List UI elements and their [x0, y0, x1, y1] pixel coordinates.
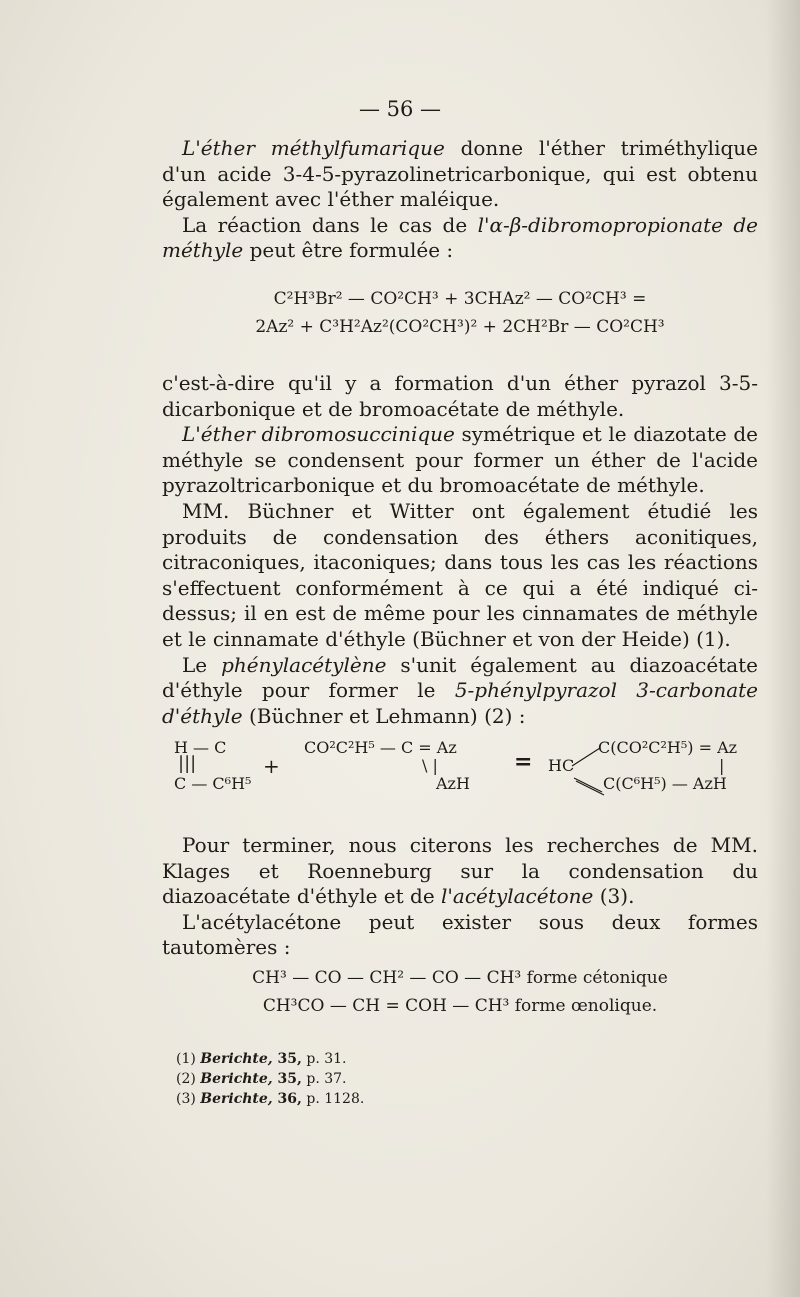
paragraph-pyrazol: c'est-à-dire qu'il y a formation d'un éther pyrazol 3-5-dicarbonique et de bromoacétate de méthyle. — [162, 371, 758, 421]
term-phenylacetylene: phénylacétylène — [221, 652, 387, 677]
product-top: C(CO²C²H⁵) = Az — [598, 738, 738, 757]
term-ether-dibromosuccinique: L'éther dibromosuccinique — [182, 422, 455, 447]
equals-sign: = — [514, 749, 533, 775]
diazo-bottom: AzH — [436, 774, 470, 793]
closing-text — [162, 833, 758, 961]
formula-line: CH³CO — CH = COH — CH³ forme œnolique. — [262, 996, 658, 1016]
formula-line: 2Az² + C³H²Az²(CO²CH³)² + 2CH²Br — CO²CH³ — [255, 317, 665, 337]
formula-acetylacetone — [162, 964, 758, 1020]
footnote: (3) Berichte, 36, p. 1128. — [176, 1091, 365, 1107]
footnote: (2) Berichte, 35, p. 37. — [176, 1071, 347, 1087]
formula-line: CH³ — CO — CH² — CO — CH³ forme cétonique — [252, 968, 668, 988]
product-hc: HC — [548, 756, 575, 775]
footnote: (1) Berichte, 35, p. 31. — [176, 1051, 347, 1067]
term-acetylacetone: l'acétylacétone — [441, 884, 594, 909]
paragraph-klages: Pour terminer, nous citerons les recherches de MM. Klages et Roenneburg sur la condensation du diazoacétate d'éthyle et de l'acétylacétone (3). — [162, 833, 758, 909]
diazo-bonds: \ | — [422, 756, 438, 775]
paragraph-methylfumarique: L'éther méthylfumarique donne l'éther triméthylique d'un acide 3-4-5-pyrazolinetricarbonique, qui est obtenu également avec l'éther maléique. — [162, 136, 758, 212]
product-bottom: C(C⁶H⁵) — AzH — [603, 774, 727, 793]
paragraph-tautomeres: L'acétylacétone peut exister sous deux formes tautomères : — [162, 909, 758, 960]
diazo-top: CO²C²H⁵ — C = Az — [304, 738, 457, 757]
paragraph-dibromopropionate: La réaction dans le cas de l'α-β-dibromopropionate de méthyle peut être formulée : — [162, 212, 759, 263]
alkyne-top: H — C — [174, 738, 227, 757]
formula-line: C²H³Br² — CO²CH³ + 3CHAz² — CO²CH³ = — [273, 289, 647, 309]
intro-text — [162, 136, 758, 264]
term-dibromopropionate: l'α-β-dibromopropionate de méthyle — [162, 212, 759, 263]
paragraph-dibromosuccinique: L'éther dibromosuccinique symétrique et le diazotate de méthyle se condensent pour former un éther de l'acide pyrazoltricarbonique et du bromoacétate de méthyle. — [162, 422, 758, 498]
plus-sign: + — [263, 754, 280, 778]
triple-bond: ||| — [178, 753, 197, 774]
product-ring-bond: | — [719, 756, 725, 775]
formula-dibromopropionate — [162, 285, 758, 341]
paragraph-buchner-witter: MM. Büchner et Witter ont également étudié les produits de condensation des éthers aconitiques, citraconiques, itaconiques; dans tous les cas les réactions s'effectuent conformément à ce qui a été indiqué ci-dessus; il en est de même pour les cinnamates de méthyle et le cinnamate d'éthyle (Büchner et von der Heide) (1). — [162, 498, 758, 651]
term-ether-methylfumarique: L'éther méthylfumarique — [182, 136, 445, 160]
alkyne-bottom: C — C⁶H⁵ — [174, 774, 252, 793]
term-phenylpyrazol: 5-phénylpyrazol 3-carbonate d'éthyle — [162, 678, 758, 728]
scan-shadow — [766, 0, 800, 1297]
page-number: — 56 — — [358, 97, 442, 121]
body-text — [162, 371, 758, 729]
paragraph-phenylacetylene: Le phénylacétylène s'unit également au diazoacétate d'éthyle pour former le 5-phénylpyrazol 3-carbonate d'éthyle (Büchner et Lehmann) (2) : — [162, 652, 758, 728]
reaction-scheme — [162, 738, 758, 804]
footnotes — [176, 1049, 736, 1109]
